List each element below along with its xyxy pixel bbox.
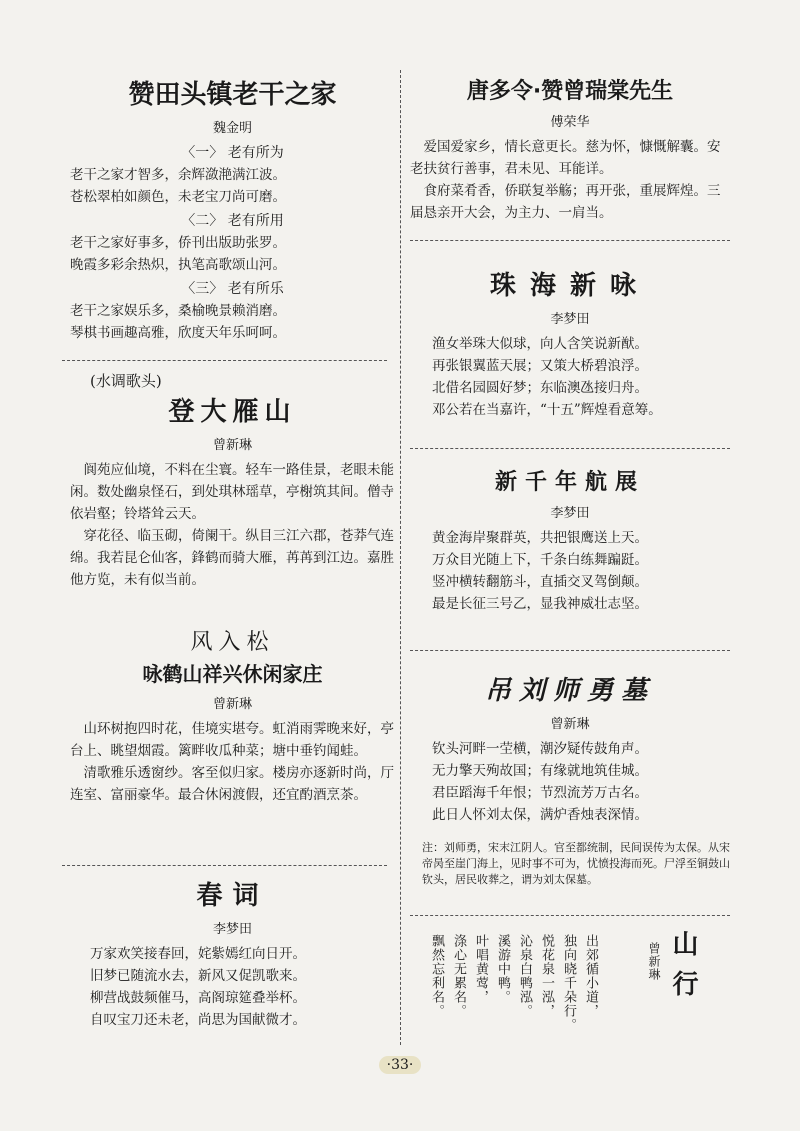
poem-line: 钦头河畔一茔横，潮汐疑传鼓角声。 <box>432 741 648 757</box>
poem-paragraph: 穿花径、临玉砌，倚阑干。纵目三江六郡，苍莽气连绵。我若昆仑仙客，鋒鹤而骑大雁，苒苒到江边。嘉胜他方览，未有似当前。 <box>70 528 394 588</box>
poem-chunci <box>70 875 395 1031</box>
poem-line: 再张银翼蓝天展；又策大桥碧浪浮。 <box>432 358 648 374</box>
poem-tangduoling <box>410 74 730 224</box>
poem-title: 赞田头镇老干之家 <box>128 80 337 110</box>
poem-title: 山行 <box>668 930 698 1010</box>
divider <box>410 448 730 449</box>
divider <box>410 915 730 916</box>
page-number-label: ·33· <box>379 1056 422 1074</box>
poem-author: 李梦田 <box>212 922 252 937</box>
poem-xiuxian <box>70 625 395 806</box>
poem-author: 魏金明 <box>212 121 252 136</box>
section-heading: 〈二〉 老有所用 <box>181 213 284 229</box>
poem-title: 吊刘师勇墓 <box>484 676 655 706</box>
poem-title: 春词 <box>196 881 269 911</box>
vertical-line: 悦花泉一泓， <box>539 934 554 1018</box>
poem-author: 曾新琳 <box>212 697 252 712</box>
section-heading: 〈三〉 老有所乐 <box>181 281 284 297</box>
poem-line: 苍松翠柏如颜色，未老宝刀尚可磨。 <box>70 189 286 205</box>
page-number <box>370 1056 430 1074</box>
cipai-tag: (水调歌头) <box>90 372 162 390</box>
poem-line: 黄金海岸聚群英，共把银鹰送上天。 <box>432 530 648 546</box>
poem-line: 柳营战鼓频催马，高阁琼筵叠举杯。 <box>90 990 306 1006</box>
poem-line: 万众目光随上下，千条白练舞蹁跹。 <box>432 552 648 568</box>
divider <box>62 865 387 866</box>
poem-line: 最是长征三号乙，显我神威壮志坚。 <box>432 596 648 612</box>
poem-zhuhai <box>410 265 730 421</box>
vertical-line: 沁泉白鸭泓。 <box>517 934 532 1018</box>
poem-line: 老干之家娱乐多，桑榆晚景赖消磨。 <box>70 303 286 319</box>
poem-liushiyong <box>410 670 730 888</box>
poem-line: 自叹宝刀还未老，尚思为国献微才。 <box>90 1012 306 1028</box>
vertical-line: 独向晓千朵行。 <box>561 934 576 1032</box>
column-divider <box>400 70 401 1045</box>
poem-paragraph: 爱国爱家乡，情长意更长。慈为怀，慷慨解囊。安老扶贫行善事，君未见、耳能详。 <box>410 139 721 177</box>
poem-line: 万家欢笑接春回，姹紫嫣红向日开。 <box>90 946 306 962</box>
poem-author: 曾新琳 <box>212 438 252 453</box>
poem-title: 登大雁山 <box>168 397 297 427</box>
poem-hangzhan <box>410 465 730 615</box>
poem-author: 曾新琳 <box>550 717 590 732</box>
vertical-line: 叶唱黄莺， <box>473 934 488 1004</box>
poem-line: 此日人怀刘太保，满炉香烛表深情。 <box>432 807 648 823</box>
footnote: 注：刘师勇，宋末江阴人。官至都统制，民间误传为太保。从宋帝昺至崖门海上，见时事不可为，忧愤投海而死。尸浮至铜鼓山钦头，居民收葬之，谓为刘太保墓。 <box>422 841 730 886</box>
right-column <box>410 70 730 1032</box>
poem-paragraph: 山环树抱四时花，佳境实堪夸。虹消雨霁晚来好，亭台上、眺望烟霞。篱畔收瓜种菜；塘中垂钓闻蛙。 <box>70 721 394 759</box>
poem-line: 竖冲横转翻筋斗，直插交叉驾倒颠。 <box>432 574 648 590</box>
vertical-line: 飘然忘利名。 <box>429 934 444 1018</box>
section-heading: 〈一〉 老有所为 <box>181 145 284 161</box>
divider <box>410 650 730 651</box>
poem-line: 老干之家好事多，侨刊出版助张罗。 <box>70 235 286 251</box>
poem-paragraph: 食府菜肴香，侨联复举觞；再开张，重展辉煌。三届恳亲开大会，为主力、一肩当。 <box>410 183 721 221</box>
poem-paragraph: 清歌雅乐透窗纱。客至似归家。楼房亦逐新时尚，厅连室、富丽豪华。最合休闲渡假，还宜酌酒烹茶。 <box>70 765 394 803</box>
poem-title: 珠海新咏 <box>489 271 650 301</box>
poem-title: 唐多令·赞曾瑞棠先生 <box>466 79 674 104</box>
vertical-text-block <box>428 934 598 1032</box>
poem-line: 无力擎天殉故国；有缘就地筑佳城。 <box>432 763 648 779</box>
poem-paragraph: 阆苑应仙境，不料在尘寰。轻车一路佳景，老眼未能闲。数处幽泉怪石，到处琪林瑶草，亭榭筑其间。僧寺依岩壑；铃塔耸云天。 <box>70 462 394 522</box>
poem-line: 晚霞多彩余热炽，执笔高歌颂山河。 <box>70 257 286 273</box>
poem-title: 咏鹤山祥兴休闲家庄 <box>142 662 323 686</box>
poem-author: 李梦田 <box>550 312 590 327</box>
poem-line: 渔女举珠大似球，向人含笑说新猷。 <box>432 336 648 352</box>
vertical-line: 涤心无累名。 <box>451 934 466 1018</box>
poem-author: 傅荣华 <box>550 115 590 130</box>
cipai-tag: 风入松 <box>190 630 275 655</box>
vertical-line: 出郊循小道， <box>583 934 598 1018</box>
poem-line: 老干之家才智多，余辉潋滟满江波。 <box>70 167 286 183</box>
poem-dayanshan <box>70 370 395 591</box>
poem-line: 北借名园圆好梦；东临澳氹接归舟。 <box>432 380 648 396</box>
poem-author: 李梦田 <box>550 506 590 521</box>
vertical-line: 溪游中鸭。 <box>495 934 510 1004</box>
poem-author: 曾新琳 <box>647 942 661 981</box>
poem-line: 邓公若在当嘉许，“十五”辉煌看意筹。 <box>432 402 662 418</box>
poem-line: 旧梦已随流水去，新风又促凯歌来。 <box>90 968 306 984</box>
poem-shanxing <box>410 928 730 1068</box>
poem-title: 新千年航展 <box>494 470 645 495</box>
poem-laogan <box>70 74 395 344</box>
divider <box>410 240 730 241</box>
divider <box>62 360 387 361</box>
poem-line: 琴棋书画趣高雅，欣度天年乐呵呵。 <box>70 325 286 341</box>
poem-line: 君臣蹈海千年恨；节烈流芳万古名。 <box>432 785 648 801</box>
left-column <box>70 70 395 1028</box>
